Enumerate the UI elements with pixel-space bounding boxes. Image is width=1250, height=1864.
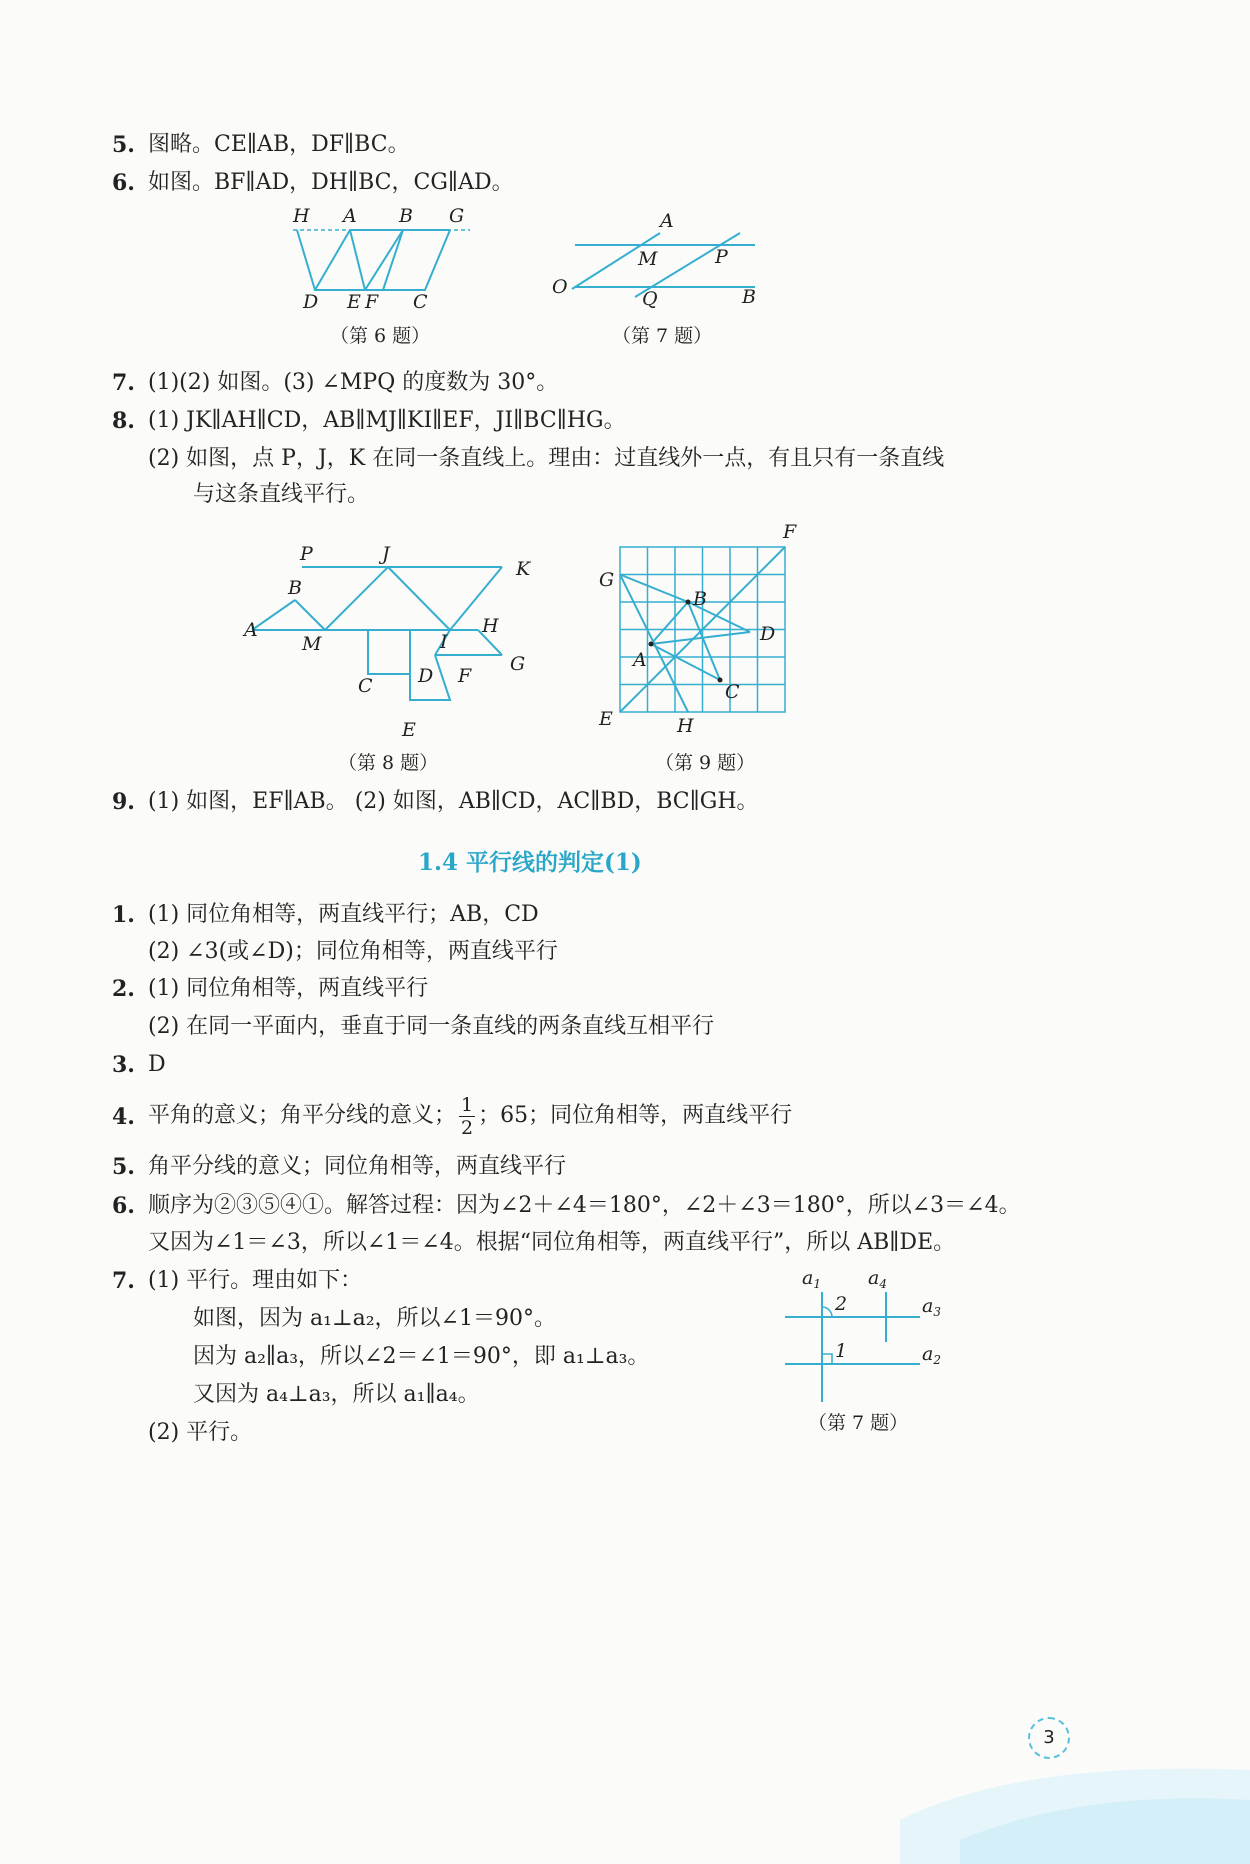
fig9-label-a: A	[633, 649, 647, 671]
fig8-label-j: J	[382, 543, 390, 565]
fig6-label-a: A	[343, 205, 357, 227]
caption-fig9: （第 9 题）	[655, 752, 756, 774]
a3-number: 3.	[112, 1052, 135, 1078]
a7-line5: (2) 平行。	[148, 1420, 253, 1445]
decorative-wave	[900, 1700, 1250, 1864]
fig7b-label-a2: $a_2$	[922, 1343, 941, 1367]
fig8-label-b: B	[288, 577, 302, 599]
fig7-label-m: M	[638, 248, 658, 270]
fig6-label-d: D	[303, 291, 319, 313]
a7-line3: 因为 a₂∥a₃，所以∠2＝∠1＝90°，即 a₁⊥a₃。	[193, 1344, 650, 1369]
a7-line4: 又因为 a₄⊥a₃，所以 a₁∥a₄。	[193, 1382, 480, 1407]
caption-fig7: （第 7 题）	[612, 325, 713, 347]
fig8-label-h: H	[482, 615, 499, 637]
fig6-label-f: F	[365, 291, 379, 313]
a6-number: 6.	[112, 1193, 135, 1219]
q9-number: 9.	[112, 789, 135, 815]
fig7b-angle-1: 1	[835, 1340, 848, 1362]
a3-answer: D	[148, 1052, 166, 1077]
fig7-label-b: B	[742, 286, 756, 308]
fig8-label-p: P	[300, 543, 313, 565]
q9-answer: (1) 如图，EF∥AB。 (2) 如图，AB∥CD，AC∥BD，BC∥GH。	[148, 789, 759, 814]
fig7b-label-a1: $a_1$	[802, 1267, 821, 1291]
fig7-label-q: Q	[642, 288, 658, 310]
fig7b-angle-2: 2	[835, 1293, 848, 1315]
q8-part2: (2) 如图，点 P，J，K 在同一条直线上。理由：过直线外一点，有且只有一条直线	[148, 446, 945, 471]
figure-9	[595, 520, 815, 735]
a2-number: 2.	[112, 976, 135, 1002]
a6-line1: 顺序为②③⑤④①。解答过程：因为∠2＋∠4＝180°，∠2＋∠3＝180°，所以∠3＝∠4。	[148, 1193, 1021, 1218]
q6-number: 6.	[112, 170, 135, 196]
fig8-label-d: D	[418, 665, 434, 687]
fig9-label-e: E	[599, 708, 613, 730]
a4-number: 4.	[112, 1104, 135, 1130]
q5-number: 5.	[112, 132, 135, 158]
fig7b-label-a4: $a_4$	[868, 1267, 887, 1291]
a7-line2: 如图，因为 a₁⊥a₂，所以∠1＝90°。	[193, 1306, 556, 1331]
fig6-label-c: C	[413, 291, 428, 313]
q6-answer: 如图。BF∥AD，DH∥BC，CG∥AD。	[148, 170, 514, 195]
fraction-one-half	[459, 1094, 475, 1139]
a1-number: 1.	[112, 902, 135, 928]
figure-7b	[780, 1262, 950, 1412]
q8-part1: (1) JK∥AH∥CD，AB∥MJ∥KI∥EF，JI∥BC∥HG。	[148, 408, 626, 433]
fig9-label-b: B	[693, 588, 707, 610]
fig6-label-h: H	[293, 205, 310, 227]
page-number: 3	[1028, 1717, 1070, 1759]
caption-fig6: （第 6 题）	[330, 325, 431, 347]
a4-text-pre: 平角的意义；角平分线的意义；	[148, 1103, 457, 1128]
a4-answer	[148, 1092, 792, 1140]
a2-part1: (1) 同位角相等，两直线平行	[148, 976, 429, 1001]
a7-line1: (1) 平行。理由如下：	[148, 1268, 363, 1293]
q5-answer: 图略。CE∥AB，DF∥BC。	[148, 132, 410, 157]
q7-answer: (1)(2) 如图。(3) ∠MPQ 的度数为 30°。	[148, 370, 559, 395]
fig8-label-a: A	[244, 619, 258, 641]
fig9-label-c: C	[725, 681, 740, 703]
fig8-label-f: F	[458, 665, 472, 687]
fig6-label-e: E	[347, 291, 361, 313]
a5-number: 5.	[112, 1154, 135, 1180]
a1-part2: (2) ∠3(或∠D)；同位角相等，两直线平行	[148, 939, 558, 964]
a5-answer: 角平分线的意义；同位角相等，两直线平行	[148, 1154, 567, 1179]
a4-text-post: ；65；同位角相等，两直线平行	[478, 1103, 793, 1128]
figure-7	[550, 205, 770, 315]
fig8-label-k: K	[516, 558, 531, 580]
fig8-label-e: E	[402, 719, 416, 741]
fig8-label-m: M	[302, 633, 322, 655]
fig7b-label-a3: $a_3$	[922, 1295, 941, 1319]
caption-fig7b: （第 7 题）	[808, 1412, 909, 1434]
fig9-label-h: H	[677, 715, 694, 737]
q8-number: 8.	[112, 408, 135, 434]
a1-part1: (1) 同位角相等，两直线平行；AB，CD	[148, 902, 539, 927]
q7-number: 7.	[112, 370, 135, 396]
figure-8	[240, 540, 540, 740]
fig7-label-a: A	[660, 210, 674, 232]
fig8-label-g: G	[510, 653, 526, 675]
fraction-numerator: 1	[461, 1093, 474, 1116]
figure-6	[285, 200, 485, 320]
fig6-label-g: G	[449, 205, 465, 227]
fig7-label-o: O	[552, 276, 568, 298]
fig9-label-d: D	[760, 623, 776, 645]
q8-part2-cont: 与这条直线平行。	[193, 482, 370, 507]
fig6-label-b: B	[399, 205, 413, 227]
fig9-label-f: F	[783, 521, 797, 543]
fraction-denominator: 2	[461, 1116, 474, 1139]
fig9-label-g: G	[599, 569, 615, 591]
caption-fig8: （第 8 题）	[338, 752, 439, 774]
a7-number: 7.	[112, 1268, 135, 1294]
fig8-label-i: I	[440, 631, 448, 653]
fig7-label-p: P	[715, 246, 728, 268]
fig8-label-c: C	[358, 675, 373, 697]
section-title: 1.4 平行线的判定(1)	[418, 849, 642, 876]
a6-line2: 又因为∠1＝∠3，所以∠1＝∠4。根据“同位角相等，两直线平行”，所以 AB∥DE。	[148, 1230, 956, 1255]
a2-part2: (2) 在同一平面内，垂直于同一条直线的两条直线互相平行	[148, 1014, 715, 1039]
